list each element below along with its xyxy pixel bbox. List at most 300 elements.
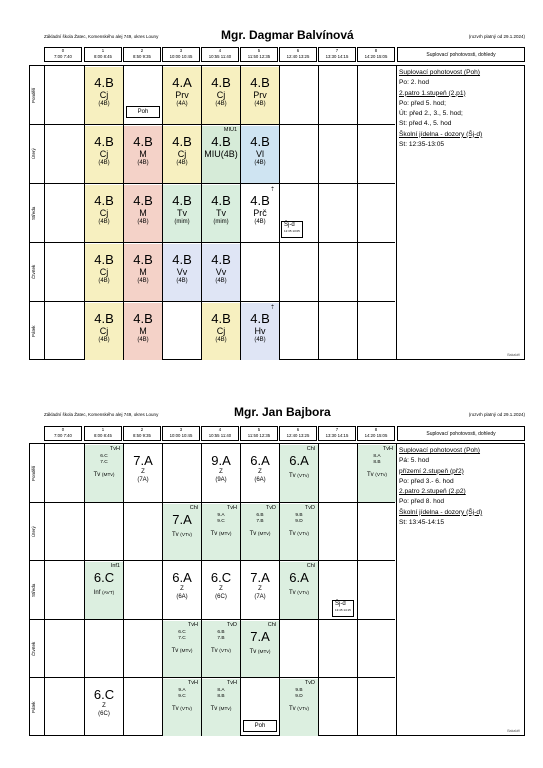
lesson-class: 7.B — [217, 635, 225, 641]
lesson-cell[interactable] — [241, 562, 279, 619]
lesson-subject: Z — [180, 586, 184, 592]
lesson-room: (4B) — [137, 278, 149, 284]
canteen-duty-box[interactable] — [332, 600, 354, 617]
lesson-subject: Cj — [99, 326, 109, 336]
lesson-class: 7.C — [100, 459, 108, 465]
lesson-cell[interactable] — [163, 621, 201, 677]
lesson-room: (MTv) — [218, 532, 232, 537]
lesson-cell[interactable] — [85, 67, 123, 124]
period-time: 8:00 8:45 — [94, 433, 112, 438]
lesson-class: 6.C — [93, 687, 115, 702]
lesson-cell[interactable] — [202, 303, 240, 360]
lesson-class: 4.B — [250, 193, 270, 208]
group-label: TvD — [226, 622, 237, 628]
period-time: 11:50 12:35 — [247, 433, 271, 438]
lesson-cell[interactable] — [202, 67, 240, 124]
note-line: St: před 4., 5. hod — [399, 120, 452, 128]
lesson-class: 4.B — [94, 75, 114, 90]
lesson-class: 6.A — [172, 570, 192, 585]
lesson-subject: Cj — [216, 90, 226, 100]
period-header-8 — [357, 426, 395, 441]
teacher-name: Mgr. Dagmar Balvínová — [221, 28, 354, 42]
footer-logo: Bakaláři — [507, 353, 520, 357]
lesson-class: 8.A — [217, 688, 225, 693]
lesson-class: 6.A — [289, 570, 309, 585]
lesson-room: (7A) — [254, 594, 266, 600]
lesson-class: 6.B — [217, 630, 225, 635]
poh-duty-box[interactable]: Poh — [243, 720, 277, 732]
lesson-cell[interactable] — [202, 621, 240, 677]
lesson-class: 6.C — [178, 630, 186, 635]
period-number: 8 — [374, 427, 378, 432]
lesson-room: (4B) — [98, 101, 110, 107]
lesson-room: (6C) — [215, 594, 227, 600]
period-header-7 — [318, 426, 356, 441]
lesson-cell[interactable] — [124, 303, 162, 360]
timetable-sheet-balvinova — [29, 28, 525, 368]
lesson-subject: M — [139, 267, 147, 277]
lesson-cell[interactable] — [163, 126, 201, 183]
lesson-subject: MIU(4B) — [204, 149, 238, 159]
period-time: 13:30 14:15 — [325, 54, 349, 59]
lesson-cell[interactable] — [241, 504, 279, 560]
lesson-room: (MTv) — [257, 650, 271, 655]
lesson-class: 4.B — [172, 134, 192, 149]
duty-notes — [399, 446, 525, 528]
timetable-sheet-bajbora — [29, 402, 525, 742]
period-time: 8:50 9:35 — [133, 54, 151, 59]
lesson-class: 4.B — [211, 252, 231, 267]
lesson-subject: Cj — [216, 326, 226, 336]
note-line: Po: před 8. hod — [399, 498, 445, 506]
lesson-room: (4B) — [176, 160, 188, 166]
lesson-class: 6.B — [256, 513, 264, 518]
lesson-class: 9.C — [217, 518, 225, 524]
lesson-room: (7A) — [137, 477, 149, 483]
lesson-room: (4B) — [137, 337, 149, 343]
lesson-subject: Hv — [254, 326, 266, 336]
period-number: 1 — [101, 48, 105, 53]
lesson-room: (4B) — [215, 278, 227, 284]
lesson-subject: Cj — [99, 149, 109, 159]
period-number: 8 — [374, 48, 378, 53]
period-header-1 — [84, 47, 122, 62]
period-header-4 — [201, 47, 239, 62]
lesson-subject: Z — [258, 469, 262, 475]
note-line: Školní jídelna - dozory (Šj-d) — [399, 130, 483, 138]
lesson-cell[interactable] — [241, 303, 279, 360]
lesson-class: 6.A — [289, 453, 309, 468]
poh-duty-box[interactable]: Poh — [126, 106, 160, 118]
lesson-subject: Tv — [288, 531, 296, 537]
group-label: TvD — [304, 505, 315, 511]
lesson-subject: Tv — [210, 706, 218, 712]
period-time: 10:00 10:45 — [169, 54, 193, 59]
period-header-3 — [162, 47, 200, 62]
lesson-class: 4.B — [133, 193, 153, 208]
lesson-subject: Vv — [215, 267, 227, 277]
lesson-subject: Z — [258, 586, 262, 592]
lesson-class: 7.C — [178, 635, 186, 641]
lesson-cell[interactable] — [124, 185, 162, 242]
lesson-room: (4B) — [176, 278, 188, 284]
note-line: 2.patro 2.stupeň (2.p2) — [399, 488, 466, 496]
group-label: TvH — [226, 505, 237, 511]
lesson-cell[interactable] — [358, 445, 396, 502]
lesson-class: 8.B — [217, 693, 225, 699]
canteen-duty-time: 13:45 14:15 — [335, 608, 351, 612]
lesson-subject: Tv — [171, 532, 179, 538]
day-label-tuesday: Úterý — [31, 526, 36, 537]
lesson-class: 7.A — [133, 453, 153, 468]
note-line: Pá: 5. hod — [399, 457, 430, 465]
lesson-room: (mim) — [213, 219, 229, 225]
period-number: 4 — [218, 48, 222, 53]
group-label: Chl — [306, 446, 315, 452]
lesson-subject: Cj — [99, 90, 109, 100]
lesson-room: (4A) — [176, 101, 188, 107]
lesson-room: (4B) — [215, 101, 227, 107]
lesson-room: (VTv) — [375, 473, 388, 478]
lesson-cell[interactable] — [124, 126, 162, 183]
period-header-0 — [44, 426, 82, 441]
note-line: 2.patro 1.stupeň (2.p1) — [399, 89, 466, 97]
group-label: Chl — [306, 563, 315, 569]
lesson-cell[interactable] — [241, 185, 279, 242]
lesson-cell[interactable] — [124, 445, 162, 502]
period-number: 3 — [179, 48, 183, 53]
lesson-room: (4B) — [254, 101, 266, 107]
period-header-0 — [44, 47, 82, 62]
day-label-monday: Pondělí — [31, 87, 36, 103]
lesson-class: 4.B — [172, 193, 192, 208]
period-time: 11:50 12:35 — [247, 54, 271, 59]
timetable-grid — [29, 65, 525, 360]
lesson-class: 9.A — [211, 453, 231, 468]
notes-header: Suplovací pohotovosti, dohledy — [397, 47, 525, 62]
school-name: Základní škola Žatec, Komenského alej 749, okres Louny — [44, 34, 159, 39]
lesson-cell[interactable] — [202, 679, 240, 736]
lesson-subject: Tv — [366, 472, 374, 478]
period-number: 5 — [257, 48, 261, 53]
lesson-cell[interactable] — [163, 679, 201, 736]
note-line: St: 12:35-13:05 — [399, 141, 445, 149]
group-label: TvD — [265, 505, 276, 511]
group-label: Chl — [189, 505, 198, 511]
lesson-class: 4.B — [94, 311, 114, 326]
period-time: 12:40 13:25 — [286, 433, 310, 438]
lesson-cell[interactable] — [202, 244, 240, 301]
school-name: Základní škola Žatec, Komenského alej 749, okres Louny — [44, 412, 159, 417]
lesson-room: (6A) — [176, 594, 188, 600]
lesson-cell[interactable] — [202, 445, 240, 502]
period-time: 13:30 14:15 — [325, 433, 349, 438]
period-number: 7 — [335, 427, 339, 432]
lesson-cell[interactable] — [280, 504, 318, 560]
lesson-subject: Tv — [171, 648, 179, 654]
lesson-class: 4.B — [250, 134, 270, 149]
period-header-5 — [240, 426, 278, 441]
up-arrow-icon: ⇡ — [269, 305, 275, 311]
lesson-cell[interactable] — [202, 562, 240, 619]
lesson-class: 6.C — [93, 570, 115, 585]
lesson-subject: Tv — [93, 472, 101, 478]
lesson-subject: Cj — [99, 267, 109, 277]
period-time: 8:00 8:45 — [94, 54, 112, 59]
lesson-class: 4.B — [172, 252, 192, 267]
duty-notes — [399, 68, 525, 150]
canteen-duty-box[interactable] — [281, 221, 303, 238]
group-label: TvH — [382, 446, 393, 452]
lesson-subject: Tv — [210, 531, 218, 537]
lesson-cell[interactable] — [202, 185, 240, 242]
day-label-monday: Pondělí — [31, 465, 36, 481]
lesson-room: (VTv) — [180, 533, 193, 538]
period-header-5 — [240, 47, 278, 62]
period-header-4 — [201, 426, 239, 441]
period-number: 4 — [218, 427, 222, 432]
lesson-class: 4.B — [94, 193, 114, 208]
footer-logo: Bakaláři — [507, 729, 520, 733]
period-time: 12:40 13:25 — [286, 54, 310, 59]
lesson-cell[interactable] — [163, 504, 201, 560]
lesson-class: 4.B — [94, 134, 114, 149]
lesson-subject: Tv — [288, 473, 296, 479]
lesson-cell[interactable] — [241, 445, 279, 502]
period-time: 10:55 11:40 — [208, 54, 232, 59]
lesson-class: 7.A — [250, 629, 270, 644]
lesson-room: (6A) — [254, 477, 266, 483]
lesson-room: (4B) — [98, 278, 110, 284]
lesson-room: (MTv) — [179, 649, 193, 654]
lesson-cell[interactable] — [280, 445, 318, 502]
period-number: 7 — [335, 48, 339, 53]
lesson-subject: Z — [219, 469, 223, 475]
lesson-cell[interactable] — [85, 244, 123, 301]
lesson-class: 4.B — [133, 311, 153, 326]
lesson-class: 7.A — [172, 512, 192, 527]
period-number: 6 — [296, 427, 300, 432]
lesson-subject: Z — [102, 703, 106, 709]
lesson-cell[interactable] — [163, 244, 201, 301]
lesson-cell[interactable] — [241, 126, 279, 183]
lesson-cell[interactable] — [85, 562, 123, 619]
lesson-cell[interactable] — [85, 445, 123, 502]
note-line: Po: před 3.- 6. hod — [399, 477, 454, 485]
lesson-subject: Tv — [171, 706, 179, 712]
up-arrow-icon: ⇡ — [269, 187, 275, 193]
note-line: Po: 2. hod — [399, 79, 430, 87]
lesson-cell[interactable] — [280, 562, 318, 619]
lesson-cell[interactable] — [163, 562, 201, 619]
lesson-class: 7.A — [250, 570, 270, 585]
lesson-cell[interactable] — [202, 126, 240, 183]
lesson-cell[interactable] — [85, 303, 123, 360]
group-label: TvH — [187, 622, 198, 628]
lesson-subject: Prv — [253, 90, 267, 100]
lesson-class: 4.B — [94, 252, 114, 267]
period-time: 10:55 11:40 — [208, 433, 232, 438]
note-line: Školní jídelna - dozory (Šj-d) — [399, 508, 483, 516]
note-line: Suplovací pohotovost (Poh) — [399, 69, 481, 76]
period-time: 7:00 7:40 — [54, 54, 72, 59]
period-time: 14:20 15:05 — [364, 54, 388, 59]
lesson-class: 8.B — [373, 459, 381, 465]
lesson-class: 9.A — [178, 688, 186, 693]
period-number: 6 — [296, 48, 300, 53]
day-label-friday: Pátek — [31, 325, 36, 337]
timetable-grid — [29, 443, 525, 736]
lesson-room: (4B) — [137, 160, 149, 166]
lesson-room: (4B) — [254, 160, 266, 166]
day-label-thursday: Čtvrtek — [31, 264, 36, 280]
lesson-cell[interactable] — [280, 679, 318, 736]
period-number: 3 — [179, 427, 183, 432]
period-number: 2 — [140, 427, 144, 432]
validity-note: (rozvrh platný od 29.1.2024) — [468, 412, 525, 417]
lesson-subject: M — [139, 149, 147, 159]
period-time: 7:00 7:40 — [54, 433, 72, 438]
lesson-subject: Cj — [99, 208, 109, 218]
lesson-room: (VTv) — [219, 649, 232, 654]
group-label: Chl — [267, 622, 276, 628]
lesson-room: (4B) — [254, 219, 266, 225]
lesson-subject: Tv — [249, 531, 257, 537]
period-number: 0 — [61, 427, 65, 432]
lesson-room: (VTv) — [297, 591, 310, 596]
lesson-room: (MTv) — [101, 473, 115, 478]
note-line: Suplovací pohotovost (Poh) — [399, 447, 481, 454]
lesson-room: (4B) — [98, 219, 110, 225]
lesson-room: (mim) — [174, 219, 190, 225]
period-header-8 — [357, 47, 395, 62]
lesson-class: 9.B — [295, 688, 303, 693]
lesson-room: (9A) — [215, 477, 227, 483]
lesson-class: 4.B — [133, 134, 153, 149]
period-time: 10:00 10:45 — [169, 433, 193, 438]
lesson-cell[interactable] — [163, 185, 201, 242]
lesson-subject: Tv — [288, 590, 296, 596]
period-header-7 — [318, 47, 356, 62]
period-time: 8:50 9:35 — [133, 433, 151, 438]
lesson-subject: M — [139, 326, 147, 336]
note-line: Po: před 5. hod; — [399, 99, 446, 107]
period-number: 1 — [101, 427, 105, 432]
group-label: Inf1 — [110, 563, 120, 569]
lesson-subject: Cj — [177, 149, 187, 159]
period-header-6 — [279, 426, 317, 441]
lesson-subject: Z — [141, 469, 145, 475]
lesson-class: 6.C — [100, 454, 108, 459]
lesson-class: 4.B — [211, 311, 231, 326]
day-label-tuesday: Úterý — [31, 148, 36, 160]
note-line: St: 13:45-14:15 — [399, 519, 445, 527]
period-number: 0 — [61, 48, 65, 53]
lesson-room: (6C) — [98, 711, 110, 717]
lesson-class: 7.B — [256, 518, 264, 524]
lesson-class: 9.C — [178, 693, 186, 699]
lesson-subject: Prv — [175, 90, 189, 100]
lesson-subject: Prč — [253, 208, 267, 218]
period-header-1 — [84, 426, 122, 441]
period-header-2 — [123, 426, 161, 441]
lesson-subject: Tv — [216, 208, 226, 218]
note-line: přízemí 2.stupeň (př2) — [399, 467, 464, 475]
period-time: 14:20 15:05 — [364, 433, 388, 438]
lesson-room: (MTv) — [257, 532, 271, 537]
lesson-class: 6.C — [210, 570, 232, 585]
lesson-room: (VTv) — [297, 474, 310, 479]
period-header-3 — [162, 426, 200, 441]
group-label: TvH — [109, 446, 120, 452]
lesson-class: 4.B — [250, 311, 270, 326]
validity-note: (rozvrh platný od 29.1.2024) — [468, 34, 525, 39]
lesson-cell[interactable] — [85, 126, 123, 183]
lesson-cell[interactable] — [241, 621, 279, 677]
group-label: TvD — [304, 680, 315, 686]
lesson-room: (VTv) — [180, 707, 193, 712]
lesson-class: 4.B — [211, 75, 231, 90]
lesson-room: (4B) — [215, 337, 227, 343]
canteen-duty-time: 12:35 13:05 — [284, 229, 300, 233]
lesson-class: 9.D — [295, 518, 303, 524]
lesson-subject: Tv — [288, 706, 296, 712]
canteen-duty-label: Šj-d — [284, 222, 295, 228]
lesson-room: (MTv) — [218, 707, 232, 712]
lesson-room: (4B) — [98, 337, 110, 343]
lesson-room: (4B) — [98, 160, 110, 166]
teacher-name: Mgr. Jan Bajbora — [234, 405, 331, 419]
lesson-cell[interactable] — [163, 67, 201, 124]
lesson-room: (VTv) — [297, 532, 310, 537]
canteen-duty-label: Šj-d — [335, 601, 346, 607]
lesson-subject: Tv — [249, 649, 257, 655]
lesson-subject: Vl — [255, 149, 264, 159]
lesson-class: 4.A — [172, 75, 192, 90]
lesson-cell[interactable] — [241, 67, 279, 124]
lesson-subject: Tv — [210, 648, 218, 654]
lesson-cell[interactable] — [85, 679, 123, 736]
lesson-room: (VTv) — [297, 707, 310, 712]
group-label: TvH — [226, 680, 237, 686]
lesson-class: 6.A — [250, 453, 270, 468]
lesson-subject: Inf — [93, 590, 101, 596]
lesson-class: 9.B — [295, 513, 303, 518]
day-label-wednesday: Středa — [31, 206, 36, 220]
lesson-class: 4.B — [211, 134, 231, 149]
lesson-room: (4B) — [137, 219, 149, 225]
period-header-2 — [123, 47, 161, 62]
period-number: 5 — [257, 427, 261, 432]
lesson-subject: Z — [219, 586, 223, 592]
group-label: TvH — [187, 680, 198, 686]
lesson-class: 9.D — [295, 693, 303, 699]
lesson-room: (4B) — [254, 337, 266, 343]
period-number: 2 — [140, 48, 144, 53]
lesson-subject: Vv — [176, 267, 188, 277]
lesson-cell[interactable] — [124, 244, 162, 301]
notes-header: Suplovací pohotovosti, dohledy — [397, 426, 525, 441]
note-line: Út: před 2., 3., 5. hod; — [399, 110, 463, 118]
lesson-cell[interactable] — [85, 185, 123, 242]
lesson-class: 4.B — [133, 252, 153, 267]
group-label: MIU1 — [223, 127, 237, 133]
lesson-cell[interactable] — [202, 504, 240, 560]
period-header-6 — [279, 47, 317, 62]
day-label-thursday: Čtvrtek — [31, 641, 36, 656]
lesson-class: 4.B — [211, 193, 231, 208]
day-label-wednesday: Středa — [31, 583, 36, 597]
